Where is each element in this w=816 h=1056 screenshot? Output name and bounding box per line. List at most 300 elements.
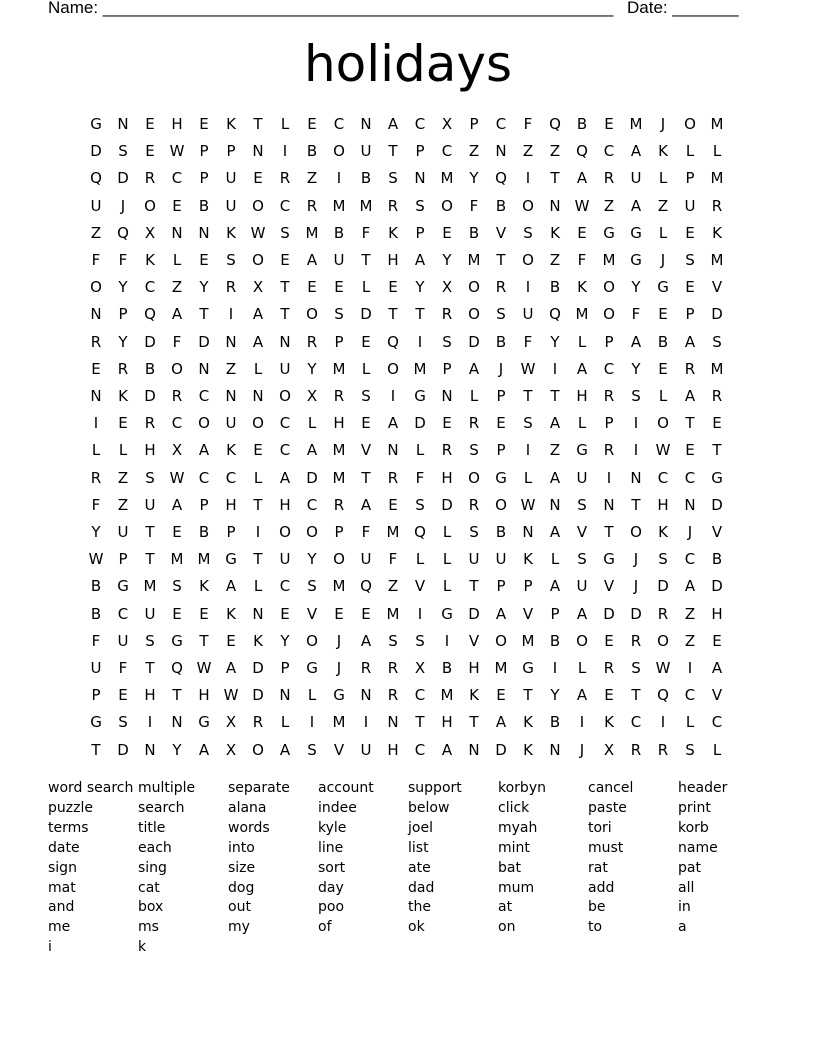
grid-letter: L	[658, 223, 668, 242]
grid-letter: N	[414, 169, 426, 188]
grid-letter: Z	[522, 142, 534, 161]
grid-letter: E	[172, 523, 182, 541]
grid-letter: T	[145, 659, 155, 677]
grid-letter: T	[685, 414, 695, 433]
grid-letter: P	[118, 305, 128, 324]
word-list-item: all	[678, 879, 695, 896]
word-list-item: list	[408, 839, 429, 856]
word-list-item: out	[228, 899, 251, 916]
grid-letter: D	[144, 332, 156, 351]
grid-letter: W	[520, 359, 536, 378]
grid-letter: T	[361, 251, 371, 269]
grid-letter: E	[496, 414, 506, 433]
grid-letter: Q	[495, 169, 507, 188]
grid-letter: K	[199, 577, 209, 596]
grid-letter: L	[523, 468, 533, 487]
grid-letter: M	[710, 359, 724, 378]
grid-letter: E	[604, 631, 614, 650]
grid-letter: W	[196, 659, 212, 677]
grid-letter: R	[630, 740, 642, 759]
grid-letter: A	[198, 441, 210, 460]
grid-letter: E	[361, 332, 371, 351]
grid-letter: T	[253, 115, 263, 133]
grid-letter: A	[630, 142, 642, 161]
grid-letter: A	[630, 196, 642, 215]
grid-letter: K	[604, 713, 614, 732]
grid-letter: N	[684, 495, 696, 514]
grid-letter: J	[660, 115, 666, 133]
grid-letter: U	[495, 550, 507, 569]
grid-letter: S	[145, 631, 155, 650]
grid-letter: M	[521, 631, 535, 650]
grid-letter: A	[549, 468, 561, 487]
word-list-item: into	[228, 839, 255, 856]
grid-letter: B	[198, 523, 210, 541]
grid-letter: G	[333, 686, 345, 705]
grid-letter: I	[525, 169, 531, 188]
grid-letter: G	[90, 713, 102, 732]
word-list-item: separate	[228, 780, 290, 796]
grid-letter: P	[442, 359, 452, 378]
grid-letter: O	[468, 305, 480, 324]
word-list-item: mint	[498, 839, 530, 856]
grid-letter: E	[442, 414, 452, 433]
word-list-item: add	[588, 879, 615, 896]
grid-letter: Z	[117, 468, 129, 487]
grid-letter: H	[576, 387, 588, 405]
grid-letter: D	[360, 305, 372, 324]
grid-letter: A	[171, 495, 183, 514]
grid-letter: P	[199, 495, 209, 514]
grid-letter: T	[631, 495, 641, 514]
grid-letter: N	[90, 387, 102, 405]
grid-letter: T	[280, 305, 290, 324]
grid-letter: O	[522, 251, 534, 269]
grid-letter: G	[171, 631, 183, 650]
grid-letter: U	[468, 550, 480, 569]
grid-letter: B	[495, 523, 507, 541]
grid-letter: K	[145, 251, 155, 269]
word-list-item: korbyn	[498, 780, 546, 796]
grid-letter: E	[199, 251, 209, 269]
grid-letter: A	[279, 468, 291, 487]
grid-letter: L	[361, 278, 371, 297]
grid-letter: K	[523, 740, 533, 759]
grid-letter: L	[442, 577, 452, 596]
grid-letter: I	[552, 359, 558, 378]
word-list-item: box	[138, 899, 164, 916]
grid-letter: O	[576, 631, 588, 650]
grid-letter: C	[279, 577, 291, 596]
grid-letter: L	[280, 713, 290, 732]
grid-letter: B	[495, 332, 507, 351]
grid-letter: M	[386, 523, 400, 541]
grid-letter: U	[117, 523, 129, 541]
word-list-item: indee	[318, 799, 357, 816]
grid-letter: K	[226, 223, 236, 242]
grid-letter: M	[440, 686, 454, 705]
grid-letter: W	[574, 196, 590, 215]
grid-letter: W	[250, 223, 266, 242]
grid-letter: T	[172, 686, 182, 705]
grid-letter: L	[442, 550, 452, 569]
word-list-item: poo	[318, 899, 345, 916]
grid-letter: L	[172, 251, 182, 269]
grid-letter: N	[144, 740, 156, 759]
grid-letter: A	[630, 332, 642, 351]
grid-letter: J	[633, 577, 639, 596]
grid-letter: Z	[603, 196, 615, 215]
grid-letter: L	[712, 740, 722, 759]
grid-letter: E	[685, 278, 695, 297]
grid-letter: P	[334, 332, 344, 351]
grid-letter: N	[603, 495, 615, 514]
word-list-item: myah	[498, 819, 538, 836]
grid-letter: M	[467, 251, 481, 269]
grid-letter: W	[169, 142, 185, 161]
grid-letter: R	[684, 359, 696, 378]
grid-letter: A	[549, 523, 561, 541]
grid-letter: P	[469, 115, 479, 133]
grid-letter: P	[685, 169, 695, 188]
grid-letter: A	[387, 115, 399, 133]
grid-letter: U	[225, 196, 237, 215]
word-list-item: sing	[138, 859, 167, 876]
grid-letter: A	[576, 686, 588, 705]
grid-letter: S	[415, 196, 425, 215]
grid-letter: L	[280, 115, 290, 133]
grid-letter: G	[522, 659, 534, 677]
grid-letter: G	[441, 604, 453, 623]
grid-letter: U	[522, 305, 534, 324]
grid-letter: K	[469, 686, 479, 705]
grid-letter: F	[91, 631, 101, 650]
grid-letter: D	[90, 142, 102, 161]
grid-letter: I	[309, 713, 315, 732]
grid-letter: I	[633, 414, 639, 433]
grid-letter: E	[91, 359, 101, 378]
grid-letter: R	[603, 169, 615, 188]
grid-letter: L	[658, 387, 668, 405]
grid-letter: H	[333, 414, 345, 433]
grid-letter: R	[90, 468, 102, 487]
grid-letter: C	[495, 115, 507, 133]
grid-letter: J	[336, 631, 342, 650]
grid-letter: E	[685, 223, 695, 242]
grid-letter: F	[415, 468, 425, 487]
grid-letter: W	[520, 495, 536, 514]
word-list-item: click	[498, 799, 530, 816]
word-list-item: i	[48, 939, 52, 956]
grid-letter: O	[630, 523, 642, 541]
grid-letter: M	[143, 577, 157, 596]
grid-letter: P	[415, 223, 425, 242]
grid-letter: R	[441, 305, 453, 324]
grid-letter: F	[118, 659, 128, 677]
grid-letter: P	[334, 523, 344, 541]
grid-letter: J	[579, 740, 585, 759]
puzzle-title: holidays	[303, 35, 513, 93]
grid-letter: A	[387, 414, 399, 433]
grid-letter: M	[332, 468, 346, 487]
grid-letter: Q	[144, 305, 156, 324]
grid-letter: E	[253, 441, 263, 460]
grid-letter: C	[171, 169, 183, 188]
grid-letter: G	[603, 550, 615, 569]
grid-letter: V	[711, 278, 723, 297]
grid-letter: N	[279, 686, 291, 705]
grid-letter: A	[549, 577, 561, 596]
grid-letter: C	[684, 550, 696, 569]
grid-letter: E	[307, 115, 317, 133]
grid-letter: C	[198, 387, 210, 405]
grid-letter: Y	[307, 550, 317, 569]
grid-letter: X	[603, 740, 615, 759]
grid-letter: F	[388, 550, 398, 569]
grid-letter: S	[361, 387, 371, 405]
word-list-item: search	[138, 799, 185, 816]
grid-letter: M	[386, 604, 400, 623]
grid-letter: H	[198, 686, 210, 705]
grid-letter: Y	[118, 332, 128, 351]
grid-letter: B	[441, 659, 453, 677]
grid-letter: D	[711, 495, 723, 514]
grid-letter: T	[199, 631, 209, 650]
grid-letter: P	[496, 577, 506, 596]
grid-letter: X	[441, 278, 453, 297]
grid-letter: M	[332, 196, 346, 215]
grid-letter: T	[145, 523, 155, 541]
grid-letter: L	[685, 713, 695, 732]
word-list-item: dad	[408, 879, 435, 896]
word-list-item: word search	[48, 780, 134, 796]
word-list-item: paste	[588, 799, 627, 816]
grid-letter: J	[633, 550, 639, 569]
grid-letter: Q	[90, 169, 102, 188]
grid-letter: Y	[631, 359, 641, 378]
grid-letter: T	[469, 577, 479, 596]
grid-letter: O	[252, 196, 264, 215]
grid-letter: E	[334, 278, 344, 297]
grid-letter: N	[171, 713, 183, 732]
grid-letter: M	[197, 550, 211, 569]
grid-letter: Y	[415, 278, 425, 297]
grid-letter: L	[685, 142, 695, 161]
grid-letter: L	[577, 659, 587, 677]
grid-letter: R	[333, 495, 345, 514]
grid-letter: D	[711, 577, 723, 596]
grid-letter: C	[198, 468, 210, 487]
grid-letter: G	[117, 577, 129, 596]
grid-letter: A	[576, 169, 588, 188]
grid-letter: E	[145, 115, 155, 133]
grid-letter: T	[523, 686, 533, 705]
grid-letter: V	[576, 523, 588, 541]
grid-letter: R	[711, 387, 723, 405]
grid-letter: D	[468, 604, 480, 623]
grid-letter: B	[549, 713, 561, 732]
grid-letter: C	[414, 740, 426, 759]
grid-letter: T	[361, 468, 371, 487]
grid-letter: H	[441, 468, 453, 487]
grid-letter: K	[226, 441, 236, 460]
grid-letter: R	[279, 169, 291, 188]
grid-letter: I	[687, 659, 693, 677]
grid-letter: Q	[657, 686, 669, 705]
grid-letter: I	[390, 387, 396, 405]
grid-letter: T	[145, 550, 155, 569]
grid-letter: Z	[387, 577, 399, 596]
grid-letter: G	[306, 659, 318, 677]
word-list-item: line	[318, 839, 344, 856]
grid-letter: R	[117, 359, 129, 378]
grid-letter: M	[602, 251, 616, 269]
grid-letter: U	[684, 196, 696, 215]
grid-letter: E	[658, 305, 668, 324]
grid-letter: M	[440, 169, 454, 188]
grid-letter: I	[363, 713, 369, 732]
grid-letter: O	[306, 523, 318, 541]
grid-letter: L	[415, 441, 425, 460]
grid-letter: Y	[307, 359, 317, 378]
grid-letter: H	[657, 495, 669, 514]
name-field-label: Name: ______________________________________________________	[48, 0, 614, 17]
grid-letter: K	[118, 387, 128, 405]
grid-letter: E	[172, 604, 182, 623]
grid-letter: R	[144, 414, 156, 433]
grid-letter: N	[198, 359, 210, 378]
grid-letter: A	[684, 387, 696, 405]
grid-letter: P	[604, 332, 614, 351]
grid-letter: P	[226, 142, 236, 161]
grid-letter: R	[252, 713, 264, 732]
grid-letter: R	[468, 414, 480, 433]
grid-letter: O	[495, 495, 507, 514]
word-list-item: each	[138, 839, 172, 856]
grid-letter: S	[388, 631, 398, 650]
grid-letter: M	[332, 359, 346, 378]
grid-letter: O	[657, 414, 669, 433]
grid-letter: B	[90, 604, 102, 623]
grid-letter: R	[306, 332, 318, 351]
grid-letter: D	[117, 169, 129, 188]
grid-letter: T	[550, 169, 560, 188]
grid-letter: Z	[117, 495, 129, 514]
grid-letter: A	[306, 441, 318, 460]
grid-letter: J	[498, 359, 504, 378]
grid-letter: B	[360, 169, 372, 188]
grid-letter: U	[360, 142, 372, 161]
grid-letter: S	[685, 251, 695, 269]
grid-letter: C	[603, 142, 615, 161]
grid-letter: V	[468, 631, 480, 650]
grid-letter: D	[198, 332, 210, 351]
grid-letter: O	[333, 550, 345, 569]
grid-letter: L	[577, 414, 587, 433]
grid-letter: A	[495, 604, 507, 623]
grid-letter: M	[710, 115, 724, 133]
grid-letter: T	[91, 740, 101, 759]
grid-letter: R	[387, 686, 399, 705]
grid-letter: H	[144, 686, 156, 705]
grid-letter: N	[549, 740, 561, 759]
grid-letter: M	[332, 713, 346, 732]
grid-letter: Z	[549, 251, 561, 269]
word-list-item: rat	[588, 859, 608, 876]
grid-letter: H	[387, 251, 399, 269]
grid-letter: R	[333, 387, 345, 405]
grid-letter: P	[685, 305, 695, 324]
grid-letter: K	[226, 115, 236, 133]
grid-letter: I	[579, 713, 585, 732]
grid-letter: V	[306, 604, 318, 623]
grid-letter: S	[388, 169, 398, 188]
word-list-item: a	[678, 919, 687, 936]
grid-letter: N	[441, 387, 453, 405]
grid-letter: W	[169, 468, 185, 487]
grid-letter: O	[306, 631, 318, 650]
word-list-item: header	[678, 780, 728, 796]
word-list-item: below	[408, 799, 450, 816]
grid-letter: D	[495, 740, 507, 759]
grid-letter: E	[199, 115, 209, 133]
grid-letter: R	[468, 495, 480, 514]
grid-letter: L	[442, 523, 452, 541]
word-list-item: on	[498, 919, 516, 936]
grid-letter: H	[441, 713, 453, 732]
grid-letter: U	[144, 495, 156, 514]
grid-letter: S	[523, 414, 533, 433]
grid-letter: N	[198, 223, 210, 242]
grid-letter: S	[145, 468, 155, 487]
grid-letter: W	[655, 441, 671, 460]
grid-letter: Z	[684, 604, 696, 623]
grid-letter: S	[415, 495, 425, 514]
word-list-item: at	[498, 899, 513, 916]
grid-letter: N	[279, 332, 291, 351]
grid-letter: B	[90, 577, 102, 596]
grid-letter: U	[279, 359, 291, 378]
grid-letter: U	[576, 468, 588, 487]
grid-letter: U	[90, 196, 102, 215]
grid-letter: L	[712, 142, 722, 161]
grid-letter: J	[336, 659, 342, 677]
grid-letter: C	[684, 468, 696, 487]
grid-letter: V	[711, 686, 723, 705]
grid-letter: L	[253, 577, 263, 596]
grid-letter: M	[413, 359, 427, 378]
word-list-item: mat	[48, 879, 76, 896]
grid-letter: M	[710, 169, 724, 188]
grid-letter: C	[225, 468, 237, 487]
grid-letter: N	[360, 686, 372, 705]
grid-letter: R	[603, 441, 615, 460]
grid-letter: X	[225, 740, 237, 759]
grid-letter: Y	[442, 251, 452, 269]
grid-letter: S	[685, 740, 695, 759]
grid-letter: A	[549, 414, 561, 433]
grid-letter: S	[226, 251, 236, 269]
grid-letter: P	[280, 659, 290, 677]
grid-letter: D	[603, 604, 615, 623]
grid-letter: Q	[414, 523, 426, 541]
grid-letter: O	[684, 115, 696, 133]
grid-letter: V	[603, 577, 615, 596]
grid-letter: N	[360, 115, 372, 133]
grid-letter: V	[333, 740, 345, 759]
grid-letter: O	[252, 251, 264, 269]
grid-letter: A	[198, 740, 210, 759]
